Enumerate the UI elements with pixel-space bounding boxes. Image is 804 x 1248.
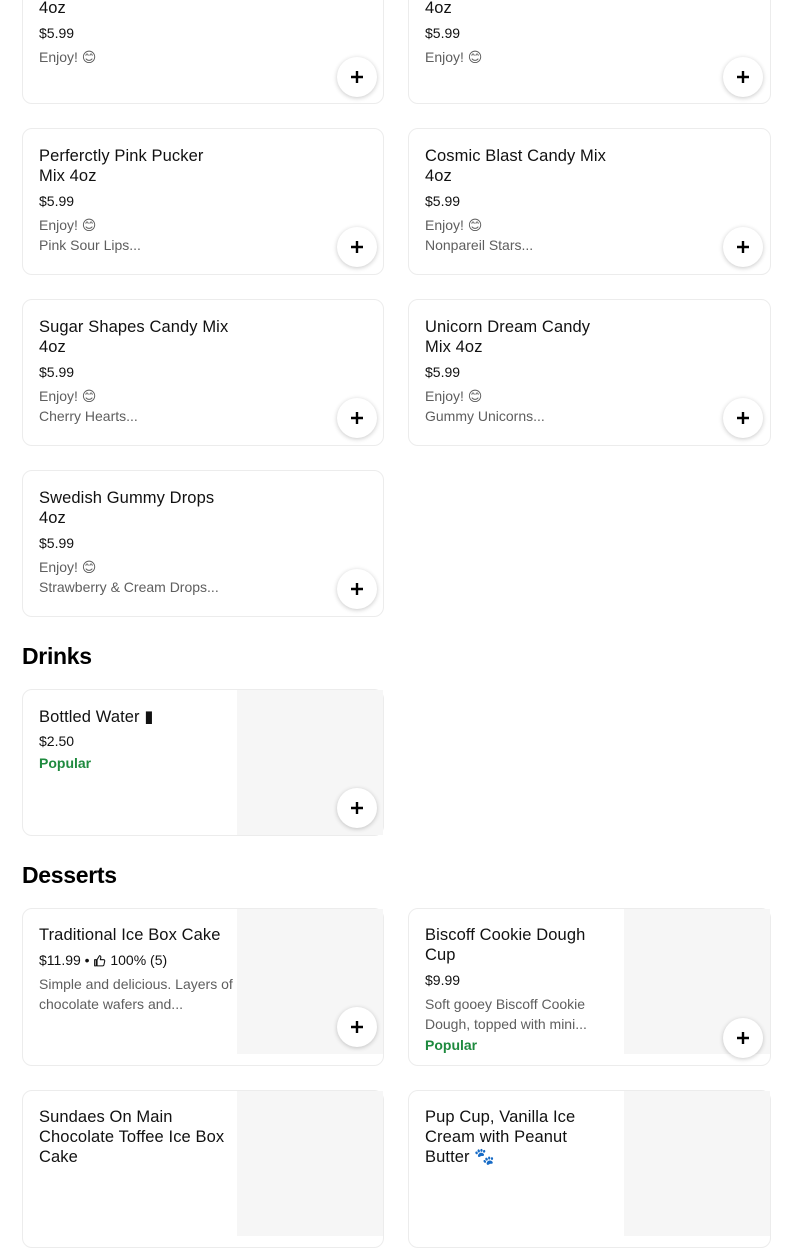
item-name: Pup Cup, Vanilla Ice Cream with Peanut Butter 🐾 bbox=[425, 1108, 576, 1166]
item-name: Swedish Gummy Drops 4oz bbox=[39, 489, 215, 527]
menu-item-card[interactable] bbox=[22, 0, 384, 104]
item-name: Perferctly Pink Pucker Mix 4oz bbox=[39, 147, 204, 185]
add-to-cart-button[interactable] bbox=[337, 57, 377, 97]
item-description-line2: Gummy Unicorns... bbox=[425, 408, 545, 424]
plus-icon bbox=[736, 411, 750, 425]
item-price: $5.99 bbox=[39, 193, 75, 209]
item-name: Cosmic Blast Candy Mix 4oz bbox=[425, 147, 606, 185]
item-price: $5.99 bbox=[425, 25, 461, 41]
plus-icon bbox=[350, 240, 364, 254]
item-price: $5.99 bbox=[425, 193, 461, 209]
item-price: $5.99 bbox=[39, 25, 75, 41]
plus-icon bbox=[736, 70, 750, 84]
item-price: $5.99 bbox=[425, 364, 461, 380]
item-image bbox=[237, 1091, 383, 1236]
menu-item-card[interactable] bbox=[408, 0, 771, 104]
item-description: Enjoy! 😊 bbox=[39, 559, 97, 575]
item-description: Enjoy! 😊 bbox=[39, 388, 97, 404]
plus-icon bbox=[736, 1031, 750, 1045]
item-description: Simple and delicious. Layers of chocolate wafers and... bbox=[39, 976, 233, 1012]
menu-item-card[interactable] bbox=[22, 908, 384, 1066]
menu-item-card[interactable] bbox=[22, 689, 384, 836]
item-description: Enjoy! 😊 bbox=[425, 49, 483, 65]
item-name: Sugar Shapes Candy Mix 4oz bbox=[39, 318, 229, 356]
plus-icon bbox=[350, 411, 364, 425]
item-name: Traditional Ice Box Cake bbox=[39, 926, 221, 944]
menu-item-card[interactable] bbox=[408, 908, 771, 1066]
item-description: Enjoy! 😊 bbox=[39, 49, 97, 65]
item-name: 4oz bbox=[425, 0, 452, 17]
section-title-desserts: Desserts bbox=[22, 862, 117, 888]
thumbs-up-icon bbox=[93, 954, 106, 967]
add-to-cart-button[interactable] bbox=[337, 569, 377, 609]
menu-item-card[interactable] bbox=[408, 128, 771, 275]
item-description-line2: Nonpareil Stars... bbox=[425, 237, 534, 253]
add-to-cart-button[interactable] bbox=[337, 1007, 377, 1047]
item-description-line2: Pink Sour Lips... bbox=[39, 237, 141, 253]
item-name: Bottled Water ▮ bbox=[39, 708, 154, 726]
item-description-line2: Cherry Hearts... bbox=[39, 408, 138, 424]
add-to-cart-button[interactable] bbox=[723, 57, 763, 97]
item-price: $11.99 • bbox=[39, 952, 90, 968]
add-to-cart-button[interactable] bbox=[337, 788, 377, 828]
menu-item-card[interactable] bbox=[408, 299, 771, 446]
item-price: $9.99 bbox=[425, 972, 461, 988]
menu-item-card[interactable] bbox=[22, 128, 384, 275]
item-name: Biscoff Cookie Dough Cup bbox=[425, 926, 586, 964]
add-to-cart-button[interactable] bbox=[337, 398, 377, 438]
plus-icon bbox=[350, 582, 364, 596]
item-image bbox=[624, 1091, 770, 1236]
plus-icon bbox=[350, 801, 364, 815]
item-description: Enjoy! 😊 bbox=[425, 388, 483, 404]
popular-badge: Popular bbox=[425, 1037, 478, 1053]
popular-badge: Popular bbox=[39, 755, 92, 771]
item-price: $5.99 bbox=[39, 535, 75, 551]
item-name: Unicorn Dream Candy Mix 4oz bbox=[425, 318, 591, 356]
add-to-cart-button[interactable] bbox=[337, 227, 377, 267]
menu-item-card[interactable] bbox=[22, 299, 384, 446]
section-title-drinks: Drinks bbox=[22, 643, 92, 669]
plus-icon bbox=[736, 240, 750, 254]
menu-item-card[interactable] bbox=[22, 470, 384, 617]
item-price: $2.50 bbox=[39, 733, 75, 749]
add-to-cart-button[interactable] bbox=[723, 398, 763, 438]
item-description: Soft gooey Biscoff Cookie Dough, topped with mini... bbox=[425, 996, 587, 1032]
plus-icon bbox=[350, 70, 364, 84]
item-description-line2: Strawberry & Cream Drops... bbox=[39, 579, 219, 595]
menu-item-card[interactable] bbox=[22, 1090, 384, 1248]
item-description: Enjoy! 😊 bbox=[39, 217, 97, 233]
item-name: 4oz bbox=[39, 0, 66, 17]
item-price: $5.99 bbox=[39, 364, 75, 380]
item-name: Sundaes On Main Chocolate Toffee Ice Box Cake bbox=[39, 1108, 225, 1166]
item-description: Enjoy! 😊 bbox=[425, 217, 483, 233]
add-to-cart-button[interactable] bbox=[723, 1018, 763, 1058]
item-rating: 100% (5) bbox=[110, 952, 168, 968]
plus-icon bbox=[350, 1020, 364, 1034]
menu-item-card[interactable] bbox=[408, 1090, 771, 1248]
add-to-cart-button[interactable] bbox=[723, 227, 763, 267]
item-price-rating bbox=[39, 951, 239, 969]
